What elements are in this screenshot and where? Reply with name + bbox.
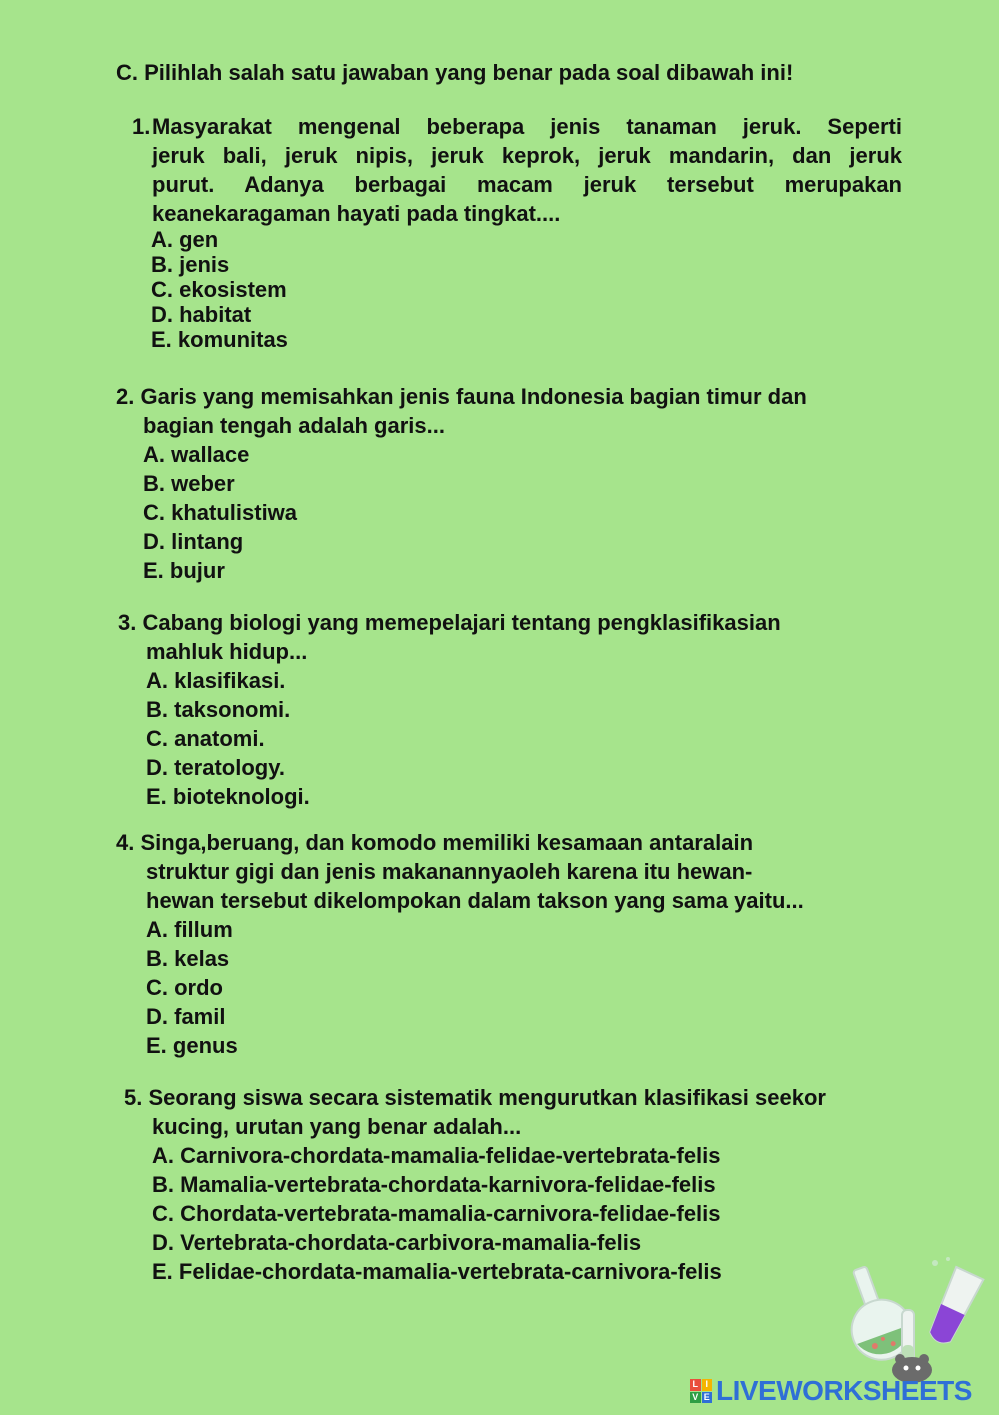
option-a[interactable]: A. gen bbox=[151, 227, 219, 252]
question-text-line: hewan tersebut dikelompokan dalam takson yang sama yaitu... bbox=[146, 888, 804, 913]
question-text-line: Garis yang memisahkan jenis fauna Indonesia bagian timur dan bbox=[140, 384, 807, 409]
question-text-line: purut. Adanya berbagai macam jeruk tersebut merupakan bbox=[152, 172, 902, 197]
option-d[interactable]: D. lintang bbox=[143, 529, 244, 554]
question-text-line: bagian tengah adalah garis... bbox=[143, 413, 445, 438]
question-text-line: mahluk hidup... bbox=[146, 639, 308, 664]
option-e[interactable]: E. Felidae-chordata-mamalia-vertebrata-carnivora-felis bbox=[152, 1259, 722, 1284]
option-e[interactable]: E. bujur bbox=[143, 558, 225, 583]
question-number: 4. bbox=[116, 830, 135, 855]
option-b[interactable]: B. Mamalia-vertebrata-chordata-karnivora-felidae-felis bbox=[152, 1172, 716, 1197]
option-c[interactable]: C. ekosistem bbox=[151, 277, 287, 302]
question-text-line: kucing, urutan yang benar adalah... bbox=[152, 1114, 522, 1139]
question-3-options bbox=[146, 666, 310, 811]
question-5 bbox=[124, 1083, 826, 1112]
question-text-line: Cabang biologi yang memepelajari tentang pengklasifikasian bbox=[142, 610, 781, 635]
option-b[interactable]: B. taksonomi. bbox=[146, 697, 291, 722]
question-4-options bbox=[146, 915, 238, 1060]
option-c[interactable]: C. anatomi. bbox=[146, 726, 265, 751]
question-number: 3. bbox=[118, 610, 137, 635]
question-text-line: jeruk bali, jeruk nipis, jeruk keprok, jeruk mandarin, dan jeruk bbox=[152, 143, 902, 168]
question-2-options bbox=[143, 440, 297, 585]
question-1 bbox=[132, 112, 902, 228]
option-c[interactable]: C. ordo bbox=[146, 975, 223, 1000]
option-a[interactable]: A. klasifikasi. bbox=[146, 668, 286, 693]
option-b[interactable]: B. weber bbox=[143, 471, 235, 496]
option-b[interactable]: B. kelas bbox=[146, 946, 230, 971]
option-b[interactable]: B. jenis bbox=[151, 252, 230, 277]
question-number: 2. bbox=[116, 384, 135, 409]
question-number: 1. bbox=[132, 114, 151, 139]
question-1-options bbox=[151, 227, 288, 352]
logo-text: LIVEWORKSHEETS bbox=[716, 1375, 972, 1406]
question-2 bbox=[116, 382, 807, 411]
option-d[interactable]: D. Vertebrata-chordata-carbivora-mamalia-felis bbox=[152, 1230, 642, 1255]
logo-badge-icon: L I V E bbox=[690, 1379, 712, 1403]
option-a[interactable]: A. fillum bbox=[146, 917, 233, 942]
section-heading: C. Pilihlah salah satu jawaban yang benar pada soal dibawah ini! bbox=[116, 60, 794, 85]
option-a[interactable]: A. Carnivora-chordata-mamalia-felidae-vertebrata-felis bbox=[152, 1143, 721, 1168]
option-e[interactable]: E. bioteknologi. bbox=[146, 784, 310, 809]
option-e[interactable]: E. komunitas bbox=[151, 327, 288, 352]
question-text-line: keanekaragaman hayati pada tingkat.... bbox=[152, 201, 561, 226]
question-4 bbox=[116, 828, 753, 857]
question-text-line: Seorang siswa secara sistematik mengurutkan klasifikasi seekor bbox=[148, 1085, 826, 1110]
option-c[interactable]: C. Chordata-vertebrata-mamalia-carnivora-felidae-felis bbox=[152, 1201, 721, 1226]
question-text-line: struktur gigi dan jenis makanannyaoleh karena itu hewan- bbox=[146, 859, 753, 884]
option-a[interactable]: A. wallace bbox=[143, 442, 250, 467]
option-c[interactable]: C. khatulistiwa bbox=[143, 500, 298, 525]
lab-flasks-icon bbox=[840, 1255, 990, 1385]
liveworksheets-logo bbox=[690, 1375, 972, 1407]
option-d[interactable]: D. teratology. bbox=[146, 755, 285, 780]
question-text-line: Masyarakat mengenal beberapa jenis tanaman jeruk. Seperti bbox=[152, 114, 902, 139]
question-number: 5. bbox=[124, 1085, 143, 1110]
question-text-line: Singa,beruang, dan komodo memiliki kesamaan antaralain bbox=[140, 830, 754, 855]
question-3 bbox=[118, 608, 781, 637]
question-5-options bbox=[152, 1141, 722, 1286]
option-e[interactable]: E. genus bbox=[146, 1033, 238, 1058]
option-d[interactable]: D. famil bbox=[146, 1004, 226, 1029]
option-d[interactable]: D. habitat bbox=[151, 302, 252, 327]
